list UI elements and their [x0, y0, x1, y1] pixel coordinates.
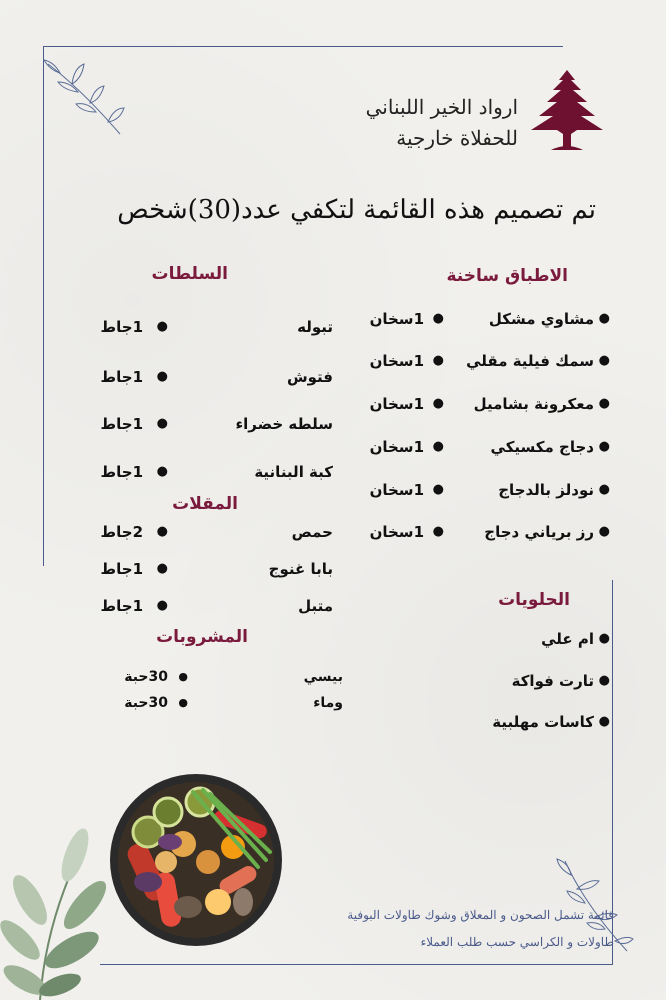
brand-subtitle: للحفلاة خارجية — [396, 126, 518, 150]
list-item: نودلز بالدجاج ● ● 1سخان — [369, 481, 610, 499]
bullet: ● — [598, 714, 610, 729]
list-item: تارت فواكة ● — [511, 672, 610, 690]
list-item: بيسي ● 30حبة — [108, 666, 343, 688]
list-item: رز برياني دجاج ● ● 1سخان — [369, 523, 610, 541]
bullet: ● — [598, 396, 610, 411]
list-item: كاسات مهلبية ● — [492, 713, 610, 731]
section-title-salads: السلطات — [151, 264, 228, 284]
bullet: ● — [156, 319, 168, 334]
brand-block — [366, 92, 518, 154]
cedar-tree-icon — [525, 68, 609, 154]
section-title-drinks: المشروبات — [156, 627, 248, 647]
bullet: ● — [598, 482, 610, 497]
bullet: ● — [432, 482, 444, 497]
brand-name: ارواد الخير اللبناني — [365, 95, 518, 119]
page-headline: تم تصميم هذه القائمة لتكفي عدد(30)شخص — [117, 195, 596, 225]
list-item: مشاوي مشكل ● ● 1سخان — [369, 310, 610, 328]
bullet: ● — [598, 439, 610, 454]
footer-note-line2: طاولات و الكراسي حسب طلب العملاء — [420, 935, 614, 949]
bullet: ● — [156, 464, 168, 479]
bullet: ● — [432, 439, 444, 454]
bullet: ● — [598, 524, 610, 539]
frame-bottom-line — [100, 964, 613, 965]
bullet: ● — [598, 631, 610, 646]
list-item: ام علي ● — [541, 630, 610, 648]
section-title-desserts: الحلويات — [498, 590, 570, 610]
bullet: ● — [178, 696, 188, 709]
leaf-sprig-top-left-icon — [40, 58, 130, 138]
section-title-hot-dishes: الاطباق ساخنة — [446, 266, 568, 286]
grilled-vegetables-bowl-icon — [108, 772, 284, 948]
list-item: سمك فيلية مقلي ● ● 1سخان — [369, 352, 610, 370]
list-item: فتوش ● 1جاط — [100, 368, 333, 386]
list-item: وماء ● 30حبة — [108, 692, 343, 714]
list-item: متبل ● 1جاط — [100, 597, 333, 615]
bullet: ● — [178, 670, 188, 683]
bullet: ● — [156, 369, 168, 384]
section-title-appetizers: المقلات — [172, 494, 238, 514]
list-item: تبوله ● 1جاط — [100, 318, 333, 336]
list-item: دجاج مكسيكي ● ● 1سخان — [369, 438, 610, 456]
bullet: ● — [432, 524, 444, 539]
list-item: معكرونة بشاميل ● ● 1سخان — [369, 395, 610, 413]
list-item: كبة البنانية ● 1جاط — [100, 463, 333, 481]
list-item: حمص ● 2جاط — [100, 523, 333, 541]
green-leaves-icon — [0, 815, 110, 1000]
bullet: ● — [598, 311, 610, 326]
bullet: ● — [156, 561, 168, 576]
list-item: بابا غنوج ● 1جاط — [100, 560, 333, 578]
bullet: ● — [598, 353, 610, 368]
list-item: سلطه خضراء ● 1جاط — [100, 415, 333, 433]
bullet: ● — [598, 673, 610, 688]
footer-note-line1: قائمة تشمل الصحون و المعلاق وشوك طاولات البوفية — [347, 908, 614, 922]
bullet: ● — [432, 353, 444, 368]
frame-top-line — [43, 46, 563, 47]
bullet: ● — [432, 396, 444, 411]
bullet: ● — [156, 416, 168, 431]
bullet: ● — [156, 524, 168, 539]
bullet: ● — [156, 598, 168, 613]
bullet: ● — [432, 311, 444, 326]
